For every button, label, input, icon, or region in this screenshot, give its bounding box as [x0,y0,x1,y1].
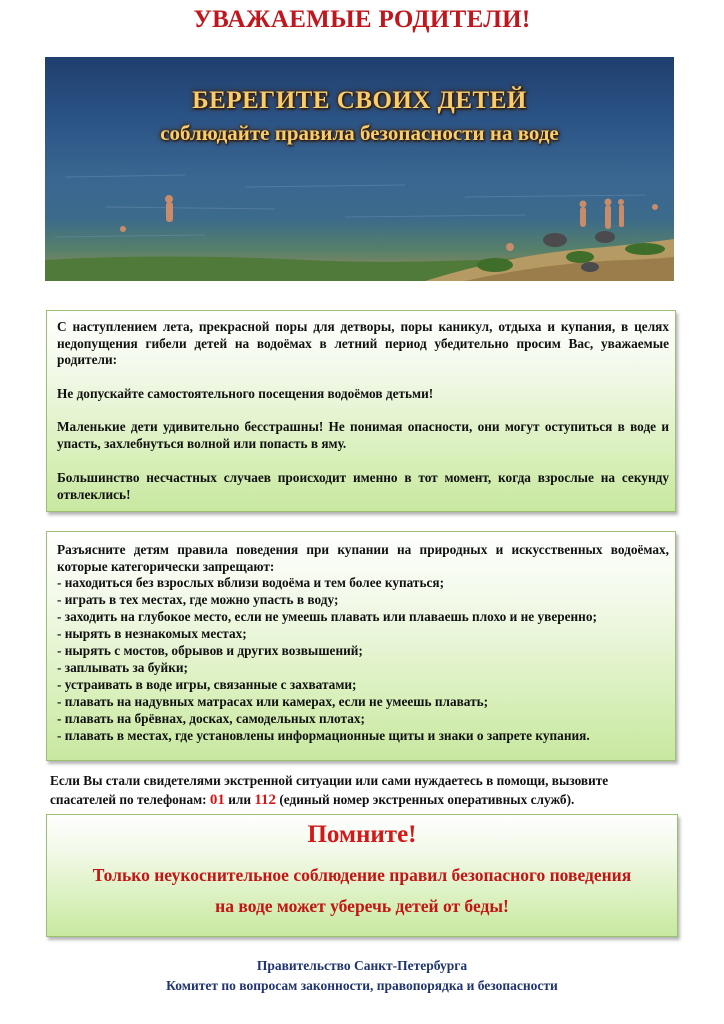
reminder-box [46,814,678,937]
rules-intro: Разъясните детям правила поведения при купании на природных и искусственных водоёмах, которые категорически запрещают: [57,542,669,574]
phone-number-112: 112 [254,792,277,808]
rule-item: - нырять с мостов, обрывов и других возвышений; [57,643,363,658]
rule-item: - плавать в местах, где установлены информационные щиты и знаки о запрете купания. [57,728,590,743]
intro-warning: Не допускайте самостоятельного посещения водоёмов детьми! [57,386,434,401]
intro-paragraph: Большинство несчастных случаев происходит именно в тот момент, когда взрослые на секунду отвлеклись! [57,470,669,502]
rule-item: - заходить на глубокое место, если не умеешь плавать или плаваешь плохо и не уверенно; [57,609,597,624]
emergency-text-post: (единый номер экстренных оперативных служб). [276,792,575,807]
footer-organization: Правительство Санкт-Петербурга [256,958,468,973]
intro-paragraph: Маленькие дети удивительно бесстрашны! Не понимая опасности, они могут оступиться в воде и упасть, захлебнуться волной или попасть в яму. [57,419,669,451]
banner-image [45,57,674,281]
banner-heading: БЕРЕГИТЕ СВОИХ ДЕТЕЙ [192,87,527,114]
reminder-line: на воде может уберечь детей от беды! [215,896,509,916]
rule-item: - играть в тех местах, где можно упасть в воду; [57,592,339,607]
reminder-line: Только неукоснительное соблюдение правил безопасного поведения [92,865,632,885]
reminder-heading: Помните! [307,821,417,848]
rule-item: - плавать на брёвнах, досках, самодельных плотах; [57,711,365,726]
intro-paragraph: С наступлением лета, прекрасной поры для детворы, поры каникул, отдыха и купания, в целях недопущения гибели детей на водоёмах в летний период убедительно просим Вас, уважаемые родители: [57,319,669,367]
footer-committee: Комитет по вопросам законности, правопорядка и безопасности [166,978,558,993]
rule-item: - нырять в незнакомых местах; [57,626,247,641]
rule-item: - находиться без взрослых вблизи водоёма и тем более купаться; [57,575,445,590]
rules-box [46,531,676,761]
emergency-text-mid: или [224,792,255,807]
rule-item: - заплывать за буйки; [57,660,188,675]
banner-subheading: соблюдайте правила безопасности на воде [160,121,559,145]
emergency-text-pre: спасателей по телефонам: [50,792,210,807]
intro-box [46,310,676,512]
phone-number-01: 01 [209,792,225,808]
page-title: УВАЖАЕМЫЕ РОДИТЕЛИ! [193,6,531,33]
emergency-phones [50,790,574,810]
emergency-text: Если Вы стали свидетелями экстренной ситуации или сами нуждаетесь в помощи, вызовите [50,773,609,788]
rule-item: - устраивать в воде игры, связанные с захватами; [57,677,357,692]
rule-item: - плавать на надувных матрасах или камерах, если не умеешь плавать; [57,694,489,709]
